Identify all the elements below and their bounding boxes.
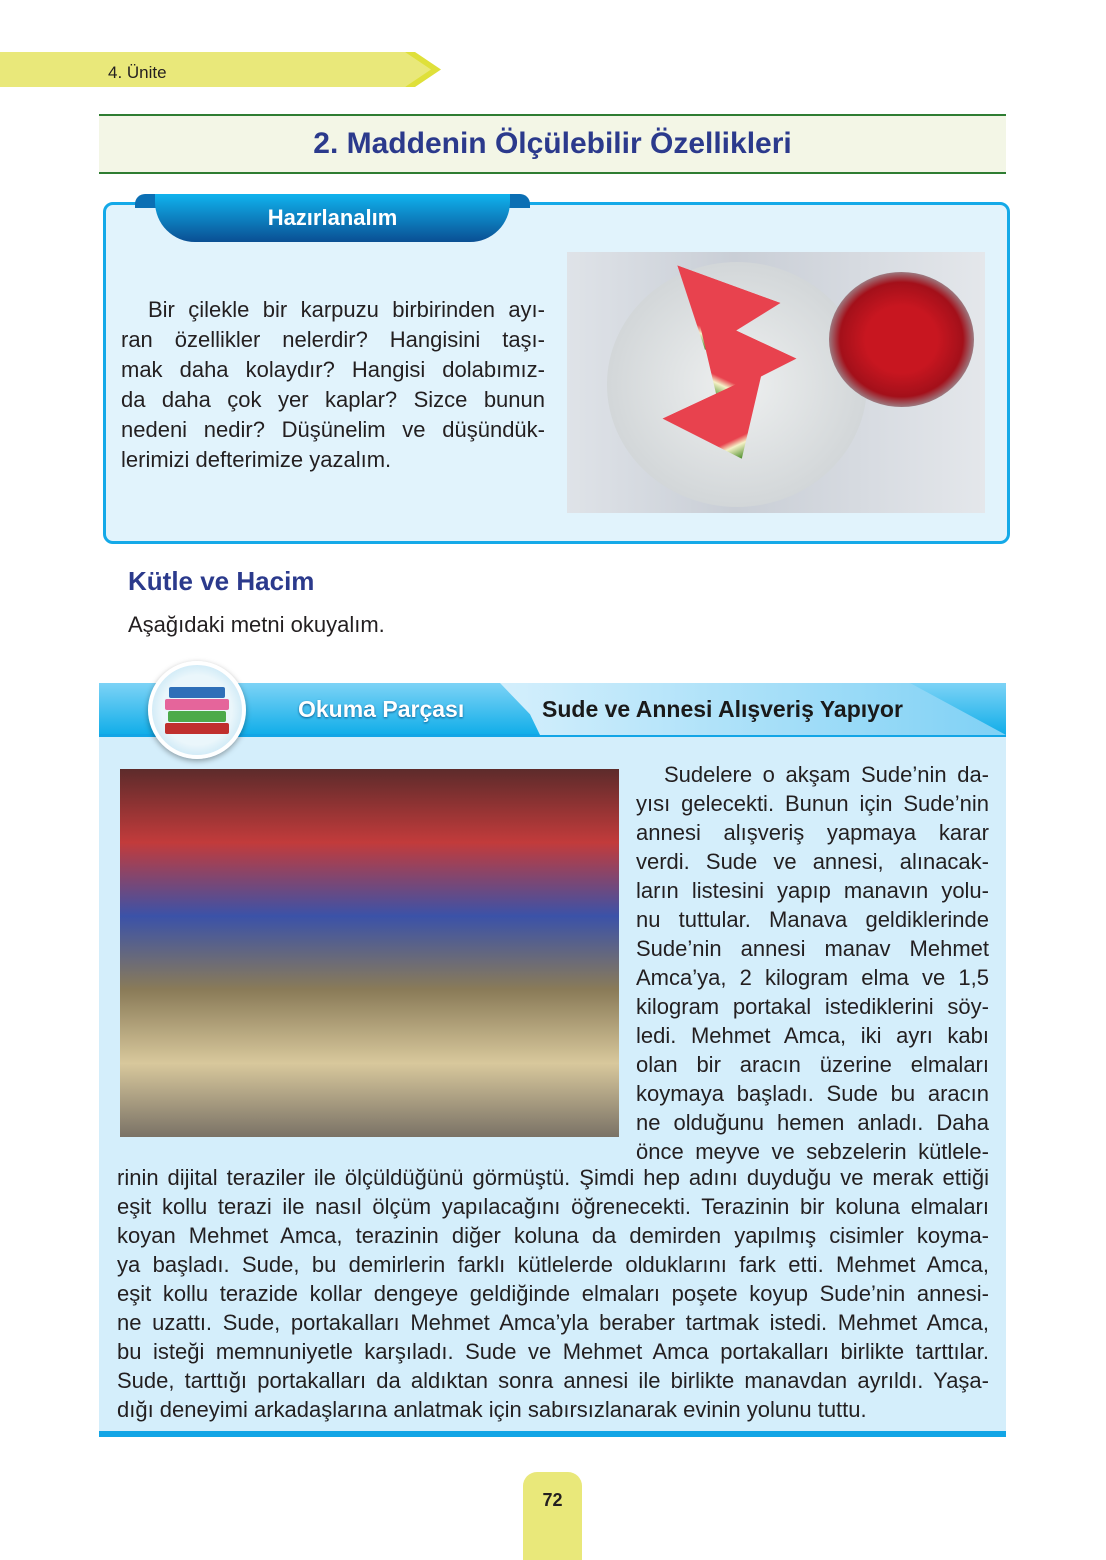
title-box: [99, 114, 1006, 174]
section-instruction: Aşağıdaki metni okuyalım.: [128, 612, 385, 637]
market-scale-photo: [120, 769, 619, 1137]
text-line: ya başladı. Sude, bu demirlerin farklı kütlelerde olduklarını fark etti. Mehmet Amca,: [117, 1252, 989, 1277]
watermelon-strawberry-photo: [567, 252, 985, 513]
text-line: kilogram portakal istediklerini söy-: [636, 994, 989, 1019]
text-line: verdi. Sude ve annesi, alınacak-: [636, 849, 989, 874]
strawberry-bowl: [829, 272, 974, 407]
text-line: Sude, tarttığı portakalları da aldıktan sonra annesi ile birlikte manavdan ayrıldı. Yaşa-: [117, 1368, 989, 1393]
prepare-text: [121, 295, 545, 475]
text-line: Bir çilekle bir karpuzu birbirinden ayı-: [148, 297, 545, 322]
text-line: koymaya başladı. Sude bu aracın: [636, 1081, 989, 1106]
unit-banner: [0, 52, 440, 87]
text-line: nedeni nedir? Düşünelim ve düşündük-: [121, 417, 545, 442]
page-number: 72: [523, 1472, 582, 1560]
text-line: koyan Mehmet Amca, terazinin diğer koluna da demirden yapılmış cisimler koyma-: [117, 1223, 989, 1248]
text-line: önce meyve ve sebzelerin kütlele-: [636, 1139, 989, 1164]
page-title: 2. Maddenin Ölçülebilir Özellikleri: [313, 127, 792, 160]
text-line: Sudelere o akşam Sude’nin da-: [664, 762, 989, 787]
text-line: eşit kollu terazide kollar dengeye geldiğinde elmaları poşete koyup Sude’nin annesi-: [117, 1281, 989, 1306]
text-line: Sude’nin annesi manav Mehmet: [636, 936, 989, 961]
text-line: mak daha kolaydır? Hangisi dolabımız-: [121, 357, 545, 382]
reading-text-bottom: [117, 1163, 989, 1424]
text-line: Amca’ya, 2 kilogram elma ve 1,5: [636, 965, 989, 990]
text-line: ne olduğunu hemen anladı. Daha: [636, 1110, 989, 1135]
text-line: bu isteği memnuniyetle karşıladı. Sude ve Mehmet Amca portakalları birlikte tarttılar.: [117, 1339, 989, 1364]
reading-title: Sude ve Annesi Alışveriş Yapıyor: [542, 696, 903, 722]
text-line: nu tuttular. Manava geldiklerinde: [636, 907, 989, 932]
text-line: da daha çok yer kaplar? Sizce bunun: [121, 387, 545, 412]
text-line: annesi alışveriş yapmaya karar: [636, 820, 989, 845]
text-line: eşit kollu terazi ile nasıl ölçüm yapılacağını öğrenecekti. Terazinin bir koluna elmaları: [117, 1194, 989, 1219]
text-line: dığı deneyimi arkadaşlarına anlatmak için sabırsızlanarak evinin yolunu tuttu.: [117, 1397, 867, 1422]
unit-label: 4. Ünite: [108, 63, 167, 82]
reading-label: Okuma Parçası: [298, 696, 465, 722]
text-line: ledi. Mehmet Amca, iki ayrı kabı: [636, 1023, 989, 1048]
text-line: rinin dijital teraziler ile ölçüldüğünü görmüştü. Şimdi hep adını duyduğu ve merak ettiği: [117, 1165, 989, 1190]
text-line: lerimizi defterimize yazalım.: [121, 447, 392, 472]
books-icon: [148, 661, 246, 759]
section-heading: Kütle ve Hacim: [128, 566, 315, 596]
text-line: yısı gelecekti. Bunun için Sude’nin: [636, 791, 989, 816]
text-line: olan bir aracın üzerine elmaları: [636, 1052, 989, 1077]
text-line: ran özellikler nelerdir? Hangisini taşı-: [121, 327, 545, 352]
reading-text-right: [636, 760, 989, 1166]
prepare-tab: Hazırlanalım: [155, 194, 510, 242]
text-line: ne uzattı. Sude, portakalları Mehmet Amca’yla beraber tartmak istedi. Mehmet Amca,: [117, 1310, 989, 1335]
text-line: ların listesini yapıp manavın yolu-: [636, 878, 989, 903]
